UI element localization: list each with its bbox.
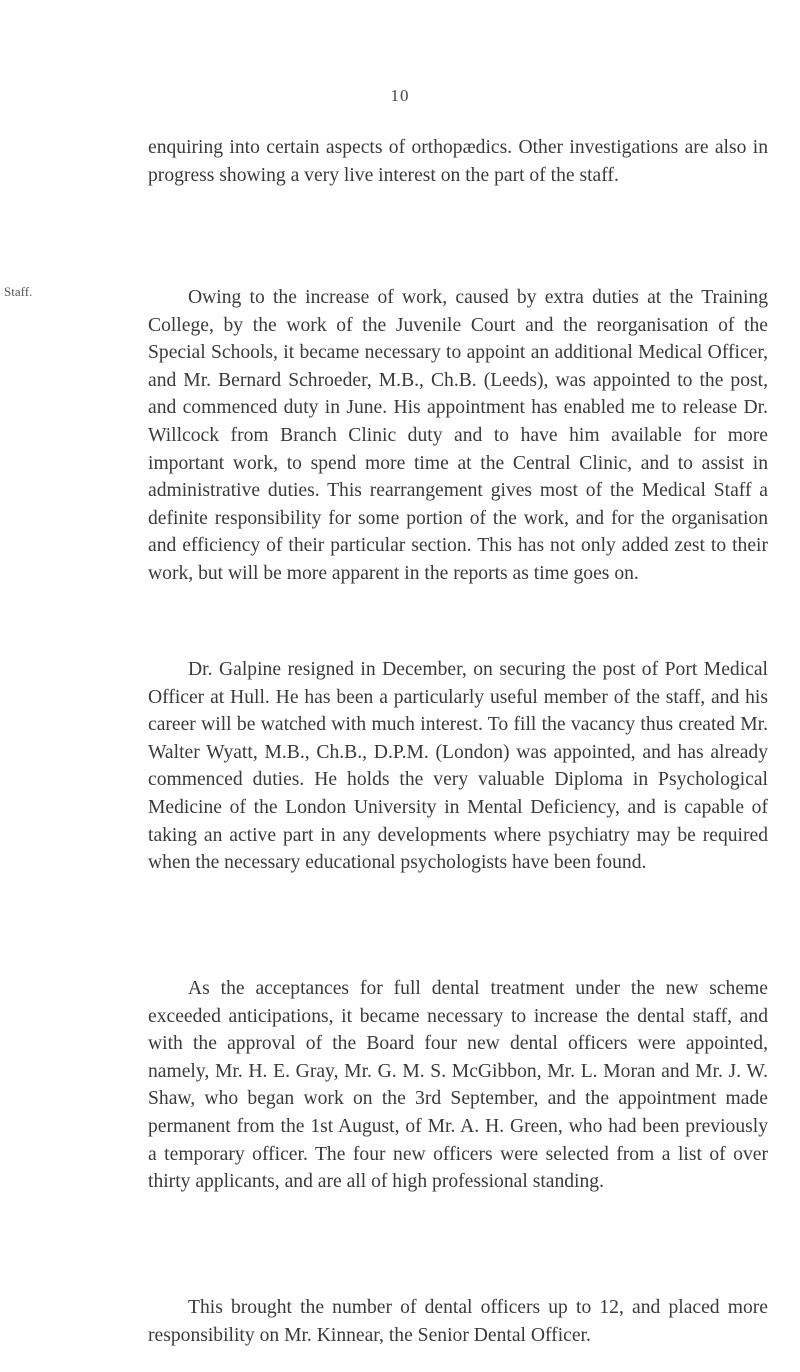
paragraph-text: Dr. Galpine resigned in December, on securing the post of Port Medical Officer at Hull. He has been a particularly useful member of the staff, and his career will be watched with much interest. To fill the vacancy thus created Mr. Walter Wyatt, M.B., Ch.B., D.P.M. (London) was appointed, and has already commenced duties. He holds the very valuable Diploma in Psychological Medicine of the London University in Mental Deficiency, and is capable of taking an active part in any developments where psychiatry may be required when the necessary educational psychologists have been found. [148, 659, 768, 874]
paragraph-dental-officers-count [148, 1294, 768, 1349]
paragraph-continuation [148, 134, 768, 189]
paragraph-galpine-resignation [148, 656, 768, 877]
page-number: 10 [390, 86, 410, 105]
paragraph-text: This brought the number of dental officers up to 12, and placed more responsibility on Mr. Kinnear, the Senior Dental Officer. [148, 1297, 768, 1346]
paragraph-dental-staff [148, 975, 768, 1196]
paragraph-text: enquiring into certain aspects of orthopædics. Other investigations are also in progress showing a very live interest on the part of the staff. [148, 137, 768, 186]
paragraph-text: Owing to the increase of work, caused by extra duties at the Training College, by the work of the Juvenile Court and the reorganisation of the Special Schools, it became necessary to appoint an additional Medical Officer, and Mr. Bernard Schroeder, M.B., Ch.B. (Leeds), was appointed to the post, and commenced duty in June. His appointment has enabled me to release Dr. Willcock from Branch Clinic duty and to have him available for more important work, to spend more time at the Central Clinic, and to assist in administrative duties. This rearrangement gives most of the Medical Staff a definite responsibility for some portion of the work, and for the organisation and efficiency of their particular section. This has not only added zest to their work, but will be more apparent in the reports as time goes on. [148, 287, 768, 584]
margin-note-staff: Staff. [4, 284, 33, 299]
paragraph-staff-appointment [148, 284, 768, 588]
paragraph-text: As the acceptances for full dental treatment under the new scheme exceeded anticipations, it became necessary to increase the dental staff, and with the approval of the Board four new dental officers were appointed, namely, Mr. H. E. Gray, Mr. G. M. S. McGibbon, Mr. L. Moran and Mr. J. W. Shaw, who began work on the 3rd September, and the appointment made permanent from the 1st August, of Mr. A. H. Green, who had been previously a temporary officer. The four new officers were selected from a list of over thirty applicants, and are all of high professional standing. [148, 978, 768, 1193]
